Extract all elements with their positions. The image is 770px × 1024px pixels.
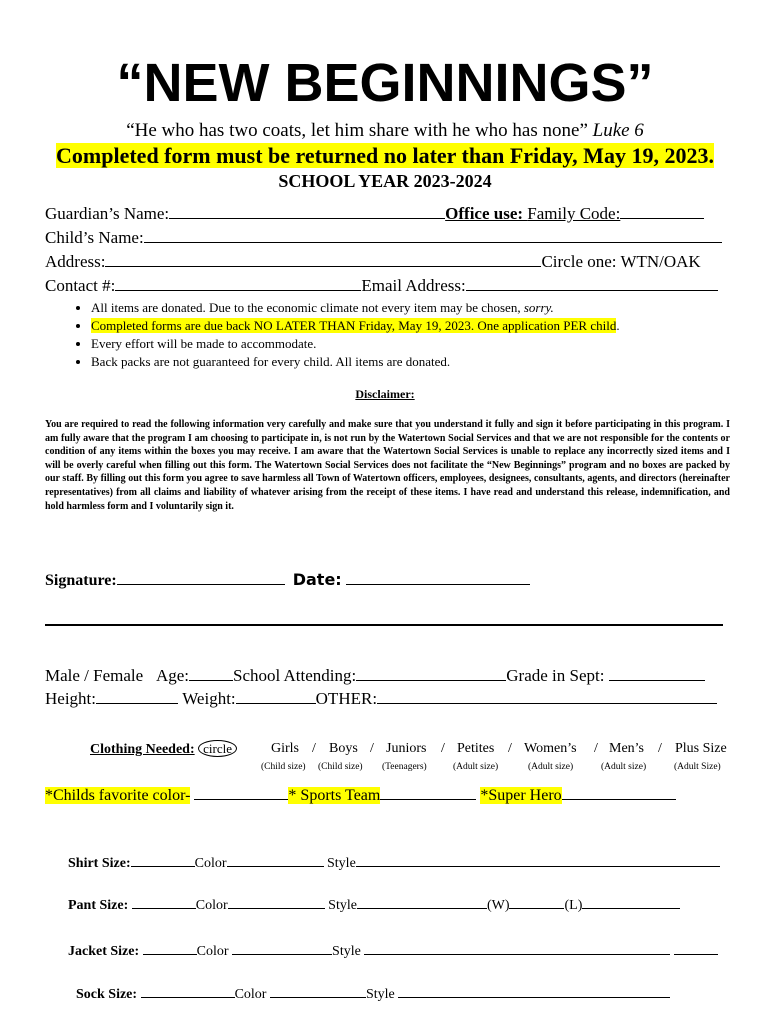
jacket-style-field[interactable] xyxy=(364,940,670,955)
height-field[interactable] xyxy=(96,689,178,704)
sock-size-field[interactable] xyxy=(141,983,235,998)
color-label: Color xyxy=(234,987,267,1002)
age-label: Age: xyxy=(155,666,189,685)
waist-label: (W) xyxy=(486,898,510,913)
sock-size-label: Sock Size: xyxy=(76,987,138,1002)
separator: / xyxy=(658,741,662,756)
grade-label: Grade in Sept: xyxy=(506,666,609,685)
sock-color-field[interactable] xyxy=(270,983,366,998)
child-name-label: Child’s Name: xyxy=(45,228,144,247)
date-label: Date: xyxy=(292,570,342,589)
pant-style-field[interactable] xyxy=(357,894,487,909)
category-plus-size[interactable]: Plus Size xyxy=(675,741,727,756)
separator: / xyxy=(370,741,374,756)
family-code-field[interactable] xyxy=(620,204,704,219)
guardian-name-field[interactable] xyxy=(169,204,445,219)
child-name-field[interactable] xyxy=(144,228,722,243)
address-field[interactable] xyxy=(105,252,541,267)
form-title: “NEW BEGINNINGS” xyxy=(116,53,654,113)
category-note: (Teenagers) xyxy=(382,762,427,772)
clothing-needed-label: Clothing Needed: xyxy=(90,742,195,757)
favorite-color-label: *Childs favorite color- xyxy=(45,787,191,804)
sports-team-label: * Sports Team xyxy=(288,787,381,804)
style-label: Style xyxy=(328,898,357,913)
super-hero-label: *Super Hero xyxy=(480,787,562,804)
waist-field[interactable] xyxy=(509,894,564,909)
category-note: (Adult size) xyxy=(601,762,647,772)
length-field[interactable] xyxy=(582,894,680,909)
deadline-notice xyxy=(0,143,770,169)
category-note: (Adult size) xyxy=(453,762,499,772)
shirt-style-field[interactable] xyxy=(356,852,720,867)
grade-field[interactable] xyxy=(609,666,705,681)
separator: / xyxy=(312,741,316,756)
signature-row xyxy=(45,570,530,590)
family-code-label: Family Code: xyxy=(527,204,621,223)
signature-label: Signature: xyxy=(45,572,117,589)
info-bullets xyxy=(46,299,620,371)
clothing-needed-row xyxy=(90,741,237,758)
disclaimer-heading: Disclaimer: xyxy=(355,387,415,401)
jacket-extra-field[interactable] xyxy=(674,940,718,955)
jacket-size-row xyxy=(68,940,718,960)
category-girls[interactable]: Girls xyxy=(271,741,299,756)
school-label: School Attending: xyxy=(233,666,357,685)
quote-text: “He who has two coats, let him share with he who has none” xyxy=(126,120,593,141)
color-label: Color xyxy=(196,944,229,959)
school-year: SCHOOL YEAR 2023-2024 xyxy=(278,171,492,191)
shirt-size-label: Shirt Size: xyxy=(68,856,131,871)
gender-age-row xyxy=(45,666,705,686)
guardian-row xyxy=(45,204,704,224)
favorites-row xyxy=(45,785,676,805)
office-use-label: Office use: xyxy=(445,204,528,223)
bullet-item: • Back packs are not guaranteed for every child. All items are donated. xyxy=(91,353,620,371)
category-womens[interactable]: Women’s xyxy=(524,741,577,756)
bullet-item: • Completed forms are due back NO LATER THAN Friday, May 19, 2023. One application PER child. xyxy=(91,317,620,335)
deadline-text: Completed form must be returned no later than Friday, May 19, 2023. xyxy=(56,143,714,168)
email-label: Email Address: xyxy=(361,276,466,295)
category-petites[interactable]: Petites xyxy=(457,741,495,756)
school-field[interactable] xyxy=(356,666,506,681)
shirt-size-row xyxy=(68,852,720,872)
pant-color-field[interactable] xyxy=(228,894,325,909)
pant-size-row xyxy=(68,894,680,914)
length-label: (L) xyxy=(564,898,583,913)
quote-reference: Luke 6 xyxy=(592,120,644,141)
pant-size-field[interactable] xyxy=(132,894,196,909)
child-row xyxy=(45,228,722,248)
weight-field[interactable] xyxy=(236,689,316,704)
sock-size-row xyxy=(76,983,670,1003)
super-hero-field[interactable] xyxy=(562,785,676,800)
style-label: Style xyxy=(332,944,361,959)
separator: / xyxy=(441,741,445,756)
category-juniors[interactable]: Juniors xyxy=(386,741,427,756)
circle-one-label: Circle one: WTN/OAK xyxy=(541,252,701,271)
bible-quote xyxy=(0,120,770,142)
email-field[interactable] xyxy=(466,276,718,291)
age-field[interactable] xyxy=(189,666,233,681)
address-label: Address: xyxy=(45,252,106,271)
color-label: Color xyxy=(195,898,228,913)
category-boys[interactable]: Boys xyxy=(329,741,358,756)
address-row xyxy=(45,252,701,272)
circle-instruction: circle xyxy=(198,740,237,757)
gender-label: Male / Female xyxy=(45,666,144,685)
height-label: Height: xyxy=(45,689,96,708)
contact-field[interactable] xyxy=(115,276,361,291)
height-weight-row xyxy=(45,689,717,709)
style-label: Style xyxy=(365,987,395,1002)
jacket-size-field[interactable] xyxy=(143,940,197,955)
contact-label: Contact #: xyxy=(45,276,116,295)
disclaimer-text: You are required to read the following information very carefully and make sure that you understand it fully and sign it before participating in this program. I am fully aware that the program I am choosing to participate in, is not run by the Watertown Social Services and that we are not responsible for the contents or condition of any items within the boxes you may receive. I am aware that the Watertown Social Services is unable to replace any incorrectly sized items and I will be overly careful when filling out this form. The Watertown Social Services does not facilitate the “New Beginnings” program and no boxes are packed by our staff. By filling out this form you agree to save harmless all Town of Watertown officers, employees, designees, consultants, agents, and directors (hereinafter representatives) from all claims and liability of whatever arising from the receipt of these items. I have read and understand this release, indemnification, and hold harmless form and I voluntarily sign it. xyxy=(45,419,730,512)
category-note: (Adult Size) xyxy=(674,762,721,772)
jacket-color-field[interactable] xyxy=(232,940,332,955)
shirt-size-field[interactable] xyxy=(131,852,195,867)
contact-row xyxy=(45,276,718,296)
style-label: Style xyxy=(327,856,356,871)
jacket-size-label: Jacket Size: xyxy=(68,944,140,959)
bullet-item: • All items are donated. Due to the economic climate not every item may be chosen, sorry. xyxy=(91,299,620,317)
shirt-color-field[interactable] xyxy=(227,852,324,867)
category-note: (Child size) xyxy=(318,762,363,772)
color-label: Color xyxy=(194,856,227,871)
date-field[interactable] xyxy=(346,570,530,585)
category-note: (Child size) xyxy=(261,762,306,772)
category-note: (Adult size) xyxy=(528,762,574,772)
separator: / xyxy=(594,741,598,756)
guardian-label: Guardian’s Name: xyxy=(45,204,170,223)
signature-field[interactable] xyxy=(117,570,285,585)
bullet-item: • Every effort will be made to accommodate. xyxy=(91,335,620,353)
other-field[interactable] xyxy=(377,689,717,704)
category-mens[interactable]: Men’s xyxy=(609,741,644,756)
other-label: OTHER: xyxy=(315,689,378,708)
sports-team-field[interactable] xyxy=(380,785,476,800)
full-width-line[interactable] xyxy=(45,624,723,626)
weight-label: Weight: xyxy=(182,689,236,708)
favorite-color-field[interactable] xyxy=(194,785,288,800)
separator: / xyxy=(508,741,512,756)
pant-size-label: Pant Size: xyxy=(68,898,129,913)
sock-style-field[interactable] xyxy=(398,983,670,998)
